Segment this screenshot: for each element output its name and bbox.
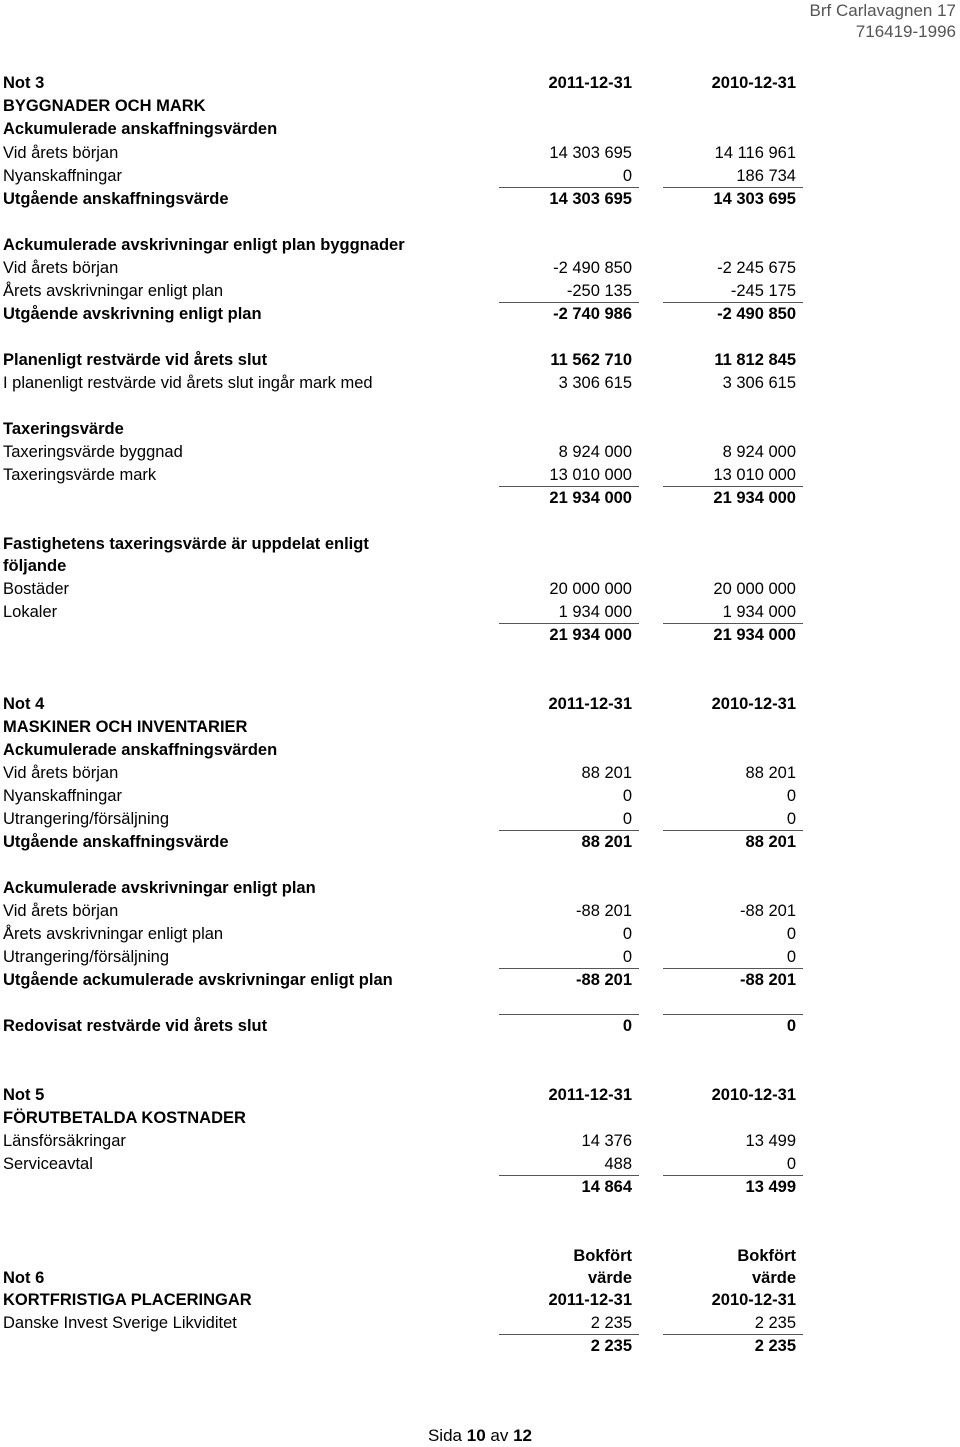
note-title: Not 5 [3,1086,45,1104]
column-date-previous: 2010-12-31 [711,1086,796,1104]
subsection-heading: Ackumulerade anskaffningsvärden [3,120,278,138]
section-heading: KORTFRISTIGA PLACERINGAR 2011-12-31 2010-12-31 [3,1291,796,1309]
org-number: 716419-1996 [855,22,956,41]
not3-title-row [3,72,808,94]
column-date-previous: 2010-12-31 [711,695,796,713]
column-date-current: 2011-12-31 [548,1086,632,1104]
table-row: Länsförsäkringar 14 376 13 499 [3,1132,796,1150]
subsection-heading: Ackumulerade avskrivningar enligt plan [3,879,316,897]
total-row: 21 934 000 21 934 000 [549,489,796,507]
table-row: Taxeringsvärde mark 13 010 000 13 010 000 [3,466,796,484]
table-row: Lokaler 1 934 000 1 934 000 [3,603,796,621]
total-row: Utgående anskaffningsvärde 88 201 88 201 [3,833,796,851]
column-date-current: 2011-12-31 [548,1291,632,1309]
table-row: Vid årets början -88 201 -88 201 [3,902,796,920]
column-date-current: 2011-12-31 [548,74,632,92]
table-row: Nyanskaffningar 0 0 [3,787,796,805]
page-total: 12 [513,1426,533,1445]
table-row: Utrangering/försäljning 0 0 [3,948,796,966]
table-row: Utrangering/försäljning 0 0 [3,810,796,828]
subsection-heading: Ackumulerade anskaffningsvärden [3,741,278,759]
table-row: Danske Invest Sverige Likviditet 2 235 2 235 [3,1314,796,1332]
table-row: Vid årets början 14 303 695 14 116 961 [3,144,796,162]
column-head-row: Bokfört Bokfört [573,1247,796,1265]
section-heading: MASKINER OCH INVENTARIER [3,718,248,736]
table-row: Årets avskrivningar enligt plan 0 0 [3,925,796,943]
page-number: 10 [466,1426,486,1445]
note-title: Not 3 [3,74,45,92]
total-row: Utgående anskaffningsvärde 14 303 695 14 303 695 [3,190,796,208]
total-row: 14 864 13 499 [581,1178,796,1196]
section-heading: FÖRUTBETALDA KOSTNADER [3,1109,246,1127]
table-row: Årets avskrivningar enligt plan -250 135 -245 175 [3,282,796,300]
page-footer: Sida 10 av 12 [427,1426,533,1445]
note-title: Not 6 [3,1269,45,1287]
subsection-heading: Taxeringsvärde [3,420,124,438]
not5-title-row [3,1084,808,1106]
column-date-current: 2011-12-31 [548,695,632,713]
not4-title-row [3,693,808,715]
subsection-heading: Fastighetens taxeringsvärde är uppdelat enligt [3,535,369,553]
table-row: I planenligt restvärde vid årets slut ingår mark med 3 306 615 3 306 615 [3,374,796,392]
table-row: Vid årets början 88 201 88 201 [3,764,796,782]
column-date-previous: 2010-12-31 [711,74,796,92]
total-row: 2 235 2 235 [590,1337,796,1355]
table-row: Bostäder 20 000 000 20 000 000 [3,580,796,598]
table-row: Taxeringsvärde byggnad 8 924 000 8 924 000 [3,443,796,461]
subsection-heading: Ackumulerade avskrivningar enligt plan byggnader [3,236,405,254]
total-row: Planenligt restvärde vid årets slut 11 562 710 11 812 845 [3,351,796,369]
company-name: Brf Carlavagnen 17 [809,1,956,20]
total-row: Utgående avskrivning enligt plan -2 740 986 -2 490 850 [3,305,796,323]
subsection-heading: följande [3,557,67,575]
section-heading: BYGGNADER OCH MARK [3,97,206,115]
table-row: Serviceavtal 488 0 [3,1155,796,1173]
total-row: 21 934 000 21 934 000 [549,626,796,644]
table-row: Nyanskaffningar 0 186 734 [3,167,796,185]
total-row: Utgående ackumulerade avskrivningar enligt plan -88 201 -88 201 [3,971,796,989]
note-title: Not 4 [3,695,45,713]
column-date-previous: 2010-12-31 [711,1291,796,1309]
not6-title-row: Not 6 värde värde [3,1269,796,1287]
table-row: Vid årets början -2 490 850 -2 245 675 [3,259,796,277]
total-row: Redovisat restvärde vid årets slut 0 0 [3,1017,796,1035]
